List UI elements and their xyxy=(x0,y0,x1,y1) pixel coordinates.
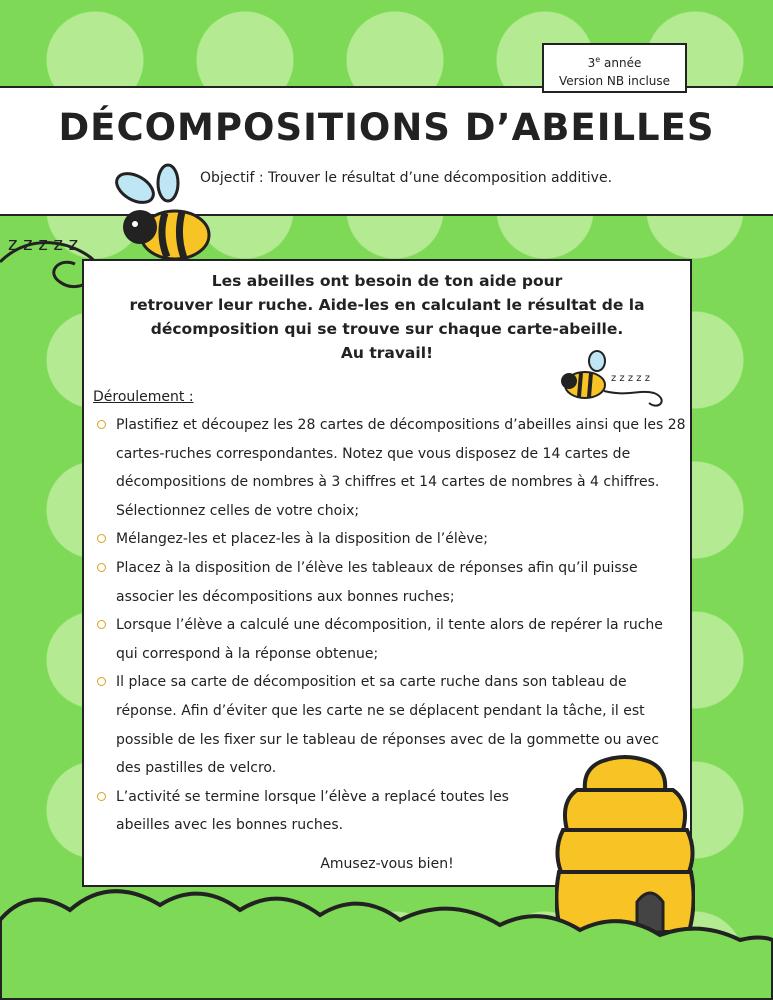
list-item: Il place sa carte de décomposition et sa carte ruche dans son tableau de réponse. Afin d’éviter que les carte ne se déplacent pendant la tâche, il est possible de les fixer sur le tableau de réponses avec de la gommette ou avec des pastilles de velcro. xyxy=(94,668,686,782)
grade-box: 3e année Version NB incluse xyxy=(542,43,687,93)
small-bee-icon xyxy=(559,349,669,409)
svg-text:z z z z z: z z z z z xyxy=(611,373,650,384)
list-item: Mélangez-les et placez-les à la disposition de l’élève; xyxy=(94,525,686,554)
bullet-icon xyxy=(97,563,106,572)
bullet-icon xyxy=(97,677,106,686)
version-note: Version NB incluse xyxy=(558,74,671,88)
page-title: DÉCOMPOSITIONS D’ABEILLES xyxy=(58,106,715,149)
list-item: Placez à la disposition de l’élève les tableaux de réponses afin qu’il puisse associer les décompositions aux bonnes ruches; xyxy=(94,554,686,611)
bullet-icon xyxy=(97,792,106,801)
bullet-icon xyxy=(97,420,106,429)
bullet-icon xyxy=(97,620,106,629)
objective-text: Objectif : Trouver le résultat d’une décomposition additive. xyxy=(200,170,613,186)
bee-icon xyxy=(110,163,215,268)
bush-decoration xyxy=(0,880,773,1000)
bullet-icon xyxy=(97,534,106,543)
closing-text: Amusez-vous bien! xyxy=(320,856,454,872)
procedure-heading: Déroulement : xyxy=(93,389,194,405)
list-item: Plastifiez et découpez les 28 cartes de décompositions d’abeilles ainsi que les 28 cartes-ruches correspondantes. Notez que vous disposez de 14 cartes de décompositions de nombres à 3 chiffres et 14 cartes de nombres à 4 chiffres. Sélectionnez celles de votre choix; xyxy=(94,411,686,525)
intro-text: Les abeilles ont besoin de ton aide pour retrouver leur ruche. Aide-les en calculant le résultat de la décomposition qui se trouve sur chaque carte-abeille. Au travail! xyxy=(129,272,645,362)
list-item: Lorsque l’élève a calculé une décomposition, il tente alors de repérer la ruche qui correspond à la réponse obtenue; xyxy=(94,611,686,668)
list-item: L’activité se termine lorsque l’élève a replacé toutes les abeilles avec les bonnes ruches. xyxy=(94,783,686,840)
svg-text:z z z z z: z z z z z xyxy=(8,234,79,255)
